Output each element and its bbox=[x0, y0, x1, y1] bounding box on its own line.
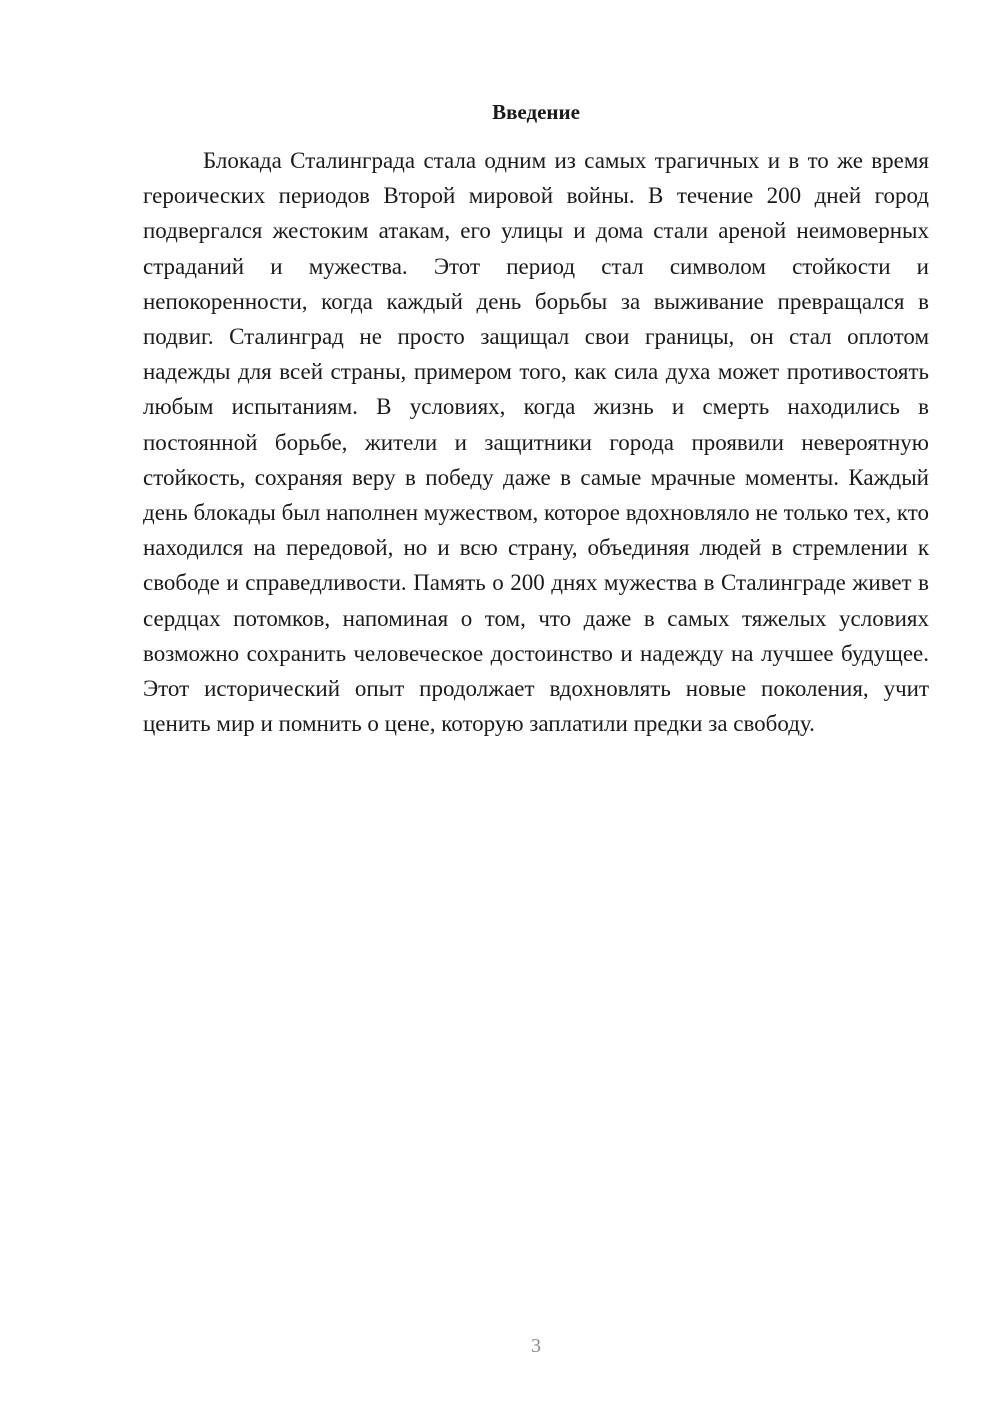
page-number: 3 bbox=[531, 1335, 541, 1357]
section-heading: Введение bbox=[492, 100, 580, 124]
body-paragraph: Блокада Сталинграда стала одним из самых трагичных и в то же время героических периодов Второй мировой войны. В течение 200 дней город подвергался жестоким атакам, его улицы и дома стали ареной неимоверных страданий и мужества. Этот период стал символом стойкости и непокоренности, когда каждый день борьбы за выживание превращался в подвиг. Сталинград не просто защищал свои границы, он стал оплотом надежды для всей страны, примером того, как сила духа может противостоять любым испытаниям. В условиях, когда жизнь и смерть находились в постоянной борьбе, жители и защитники города проявили невероятную стойкость, сохраняя веру в победу даже в самые мрачные моменты. Каждый день блокады был наполнен мужеством, которое вдохновляло не только тех, кто находился на передовой, но и всю страну, объединяя людей в стремлении к свободе и справедливости. Память о 200 днях мужества в Сталинграде живет в сердцах потомков, напоминая о том, что даже в самых тяжелых условиях возможно сохранить человеческое достоинство и надежду на лучшее будущее. Этот исторический опыт продолжает вдохновлять новые поколения, учит ценить мир и помнить о цене, которую заплатили предки за свободу. bbox=[143, 148, 929, 737]
